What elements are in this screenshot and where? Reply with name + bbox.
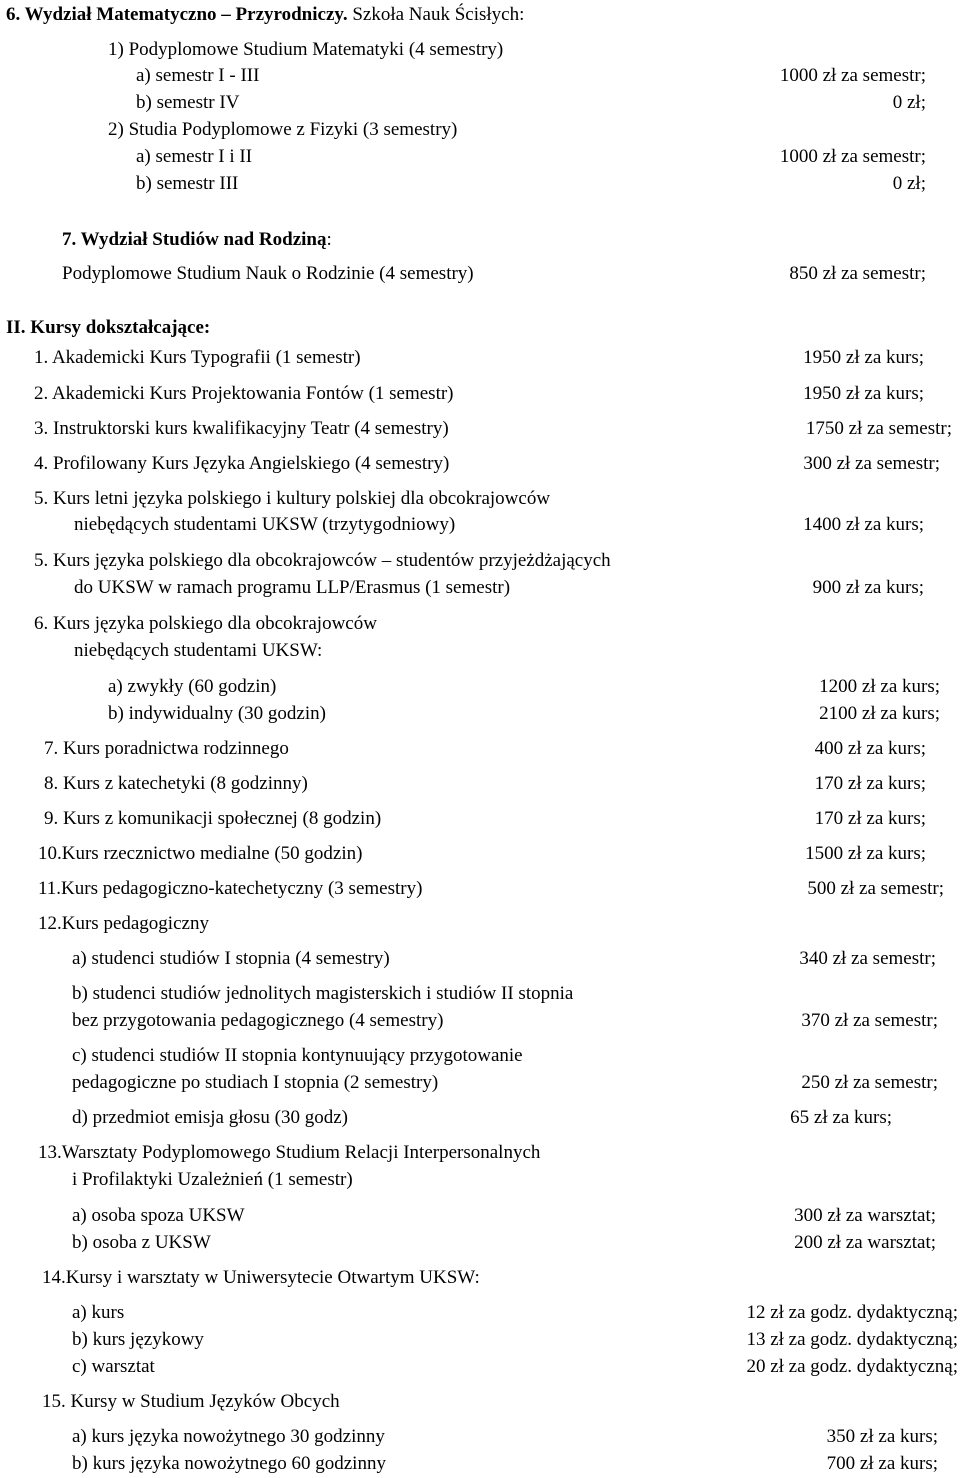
course-15a-price: 350 zł za kurs;: [826, 1426, 938, 1447]
course-6-line-1: 6. Kurs języka polskiego dla obcokrajowców: [34, 613, 377, 634]
course-6a-price: 1200 zł za kurs;: [819, 676, 940, 697]
course-12d-price: 65 zł za kurs;: [790, 1107, 892, 1128]
course-3: 3. Instruktorski kurs kwalifikacyjny Teatr (4 semestry): [34, 418, 449, 439]
course-2: 2. Akademicki Kurs Projektowania Fontów (1 semestr): [34, 383, 454, 404]
section-6-heading-rest: Szkoła Nauk Ścisłych:: [347, 4, 525, 25]
course-12b-price: 370 zł za semestr;: [801, 1010, 938, 1031]
course-14c-price: 20 zł za godz. dydaktyczną;: [746, 1356, 958, 1377]
course-8: 8. Kurs z katechetyki (8 godzinny): [44, 773, 308, 794]
course-12: 12.Kurs pedagogiczny: [38, 913, 209, 934]
course-13b-price: 200 zł za warsztat;: [794, 1232, 936, 1253]
course-15: 15. Kursy w Studium Języków Obcych: [42, 1391, 340, 1412]
s6-item-2b-price: 0 zł;: [892, 173, 926, 194]
course-15b-price: 700 zł za kurs;: [826, 1453, 938, 1474]
s6-item-1b-price: 0 zł;: [892, 92, 926, 113]
course-8-price: 170 zł za kurs;: [814, 773, 926, 794]
course-4: 4. Profilowany Kurs Języka Angielskiego (4 semestry): [34, 453, 450, 474]
course-6-line-2: niebędących studentami UKSW:: [74, 640, 323, 661]
s7-item-1: Podyplomowe Studium Nauk o Rodzinie (4 semestry): [62, 263, 474, 284]
course-5b-line-2: do UKSW w ramach programu LLP/Erasmus (1 semestr): [74, 577, 511, 598]
course-5b-price: 900 zł za kurs;: [812, 577, 924, 598]
course-15a: a) kurs języka nowożytnego 30 godzinny: [72, 1426, 385, 1447]
course-9-price: 170 zł za kurs;: [814, 808, 926, 829]
course-5b-line-1: 5. Kurs języka polskiego dla obcokrajowców – studentów przyjeżdżających: [34, 550, 611, 571]
s6-item-1a: a) semestr I - III: [136, 65, 260, 86]
section-7-heading-bold: 7. Wydział Studiów nad Rodziną: [62, 229, 327, 250]
section-6-heading-bold: 6. Wydział Matematyczno – Przyrodniczy.: [6, 4, 348, 25]
course-11-price: 500 zł za semestr;: [807, 878, 944, 899]
course-1: 1. Akademicki Kurs Typografii (1 semestr): [34, 347, 361, 368]
course-12b-line-2: bez przygotowania pedagogicznego (4 semestry): [72, 1010, 444, 1031]
s6-item-2a: a) semestr I i II: [136, 146, 253, 167]
s6-item-1: 1) Podyplomowe Studium Matematyki (4 semestry): [108, 39, 504, 60]
course-14: 14.Kursy i warsztaty w Uniwersytecie Otwartym UKSW:: [42, 1267, 480, 1288]
course-6b-price: 2100 zł za kurs;: [819, 703, 940, 724]
course-14a: a) kurs: [72, 1302, 125, 1323]
course-13a: a) osoba spoza UKSW: [72, 1205, 245, 1226]
course-7-price: 400 zł za kurs;: [814, 738, 926, 759]
course-12c-line-1: c) studenci studiów II stopnia kontynuujący przygotowanie: [72, 1045, 523, 1066]
course-10-price: 1500 zł za kurs;: [805, 843, 926, 864]
course-5a-line-1: 5. Kurs letni języka polskiego i kultury polskiej dla obcokrajowców: [34, 488, 551, 509]
course-7: 7. Kurs poradnictwa rodzinnego: [44, 738, 289, 759]
section-7-heading: [62, 229, 332, 251]
course-12d: d) przedmiot emisja głosu (30 godz): [72, 1107, 348, 1128]
course-11: 11.Kurs pedagogiczno-katechetyczny (3 semestry): [38, 878, 423, 899]
course-5a-line-2: niebędących studentami UKSW (trzytygodniowy): [74, 514, 456, 535]
course-3-price: 1750 zł za semestr;: [805, 418, 952, 439]
s6-item-2b: b) semestr III: [136, 173, 239, 194]
course-13b: b) osoba z UKSW: [72, 1232, 211, 1253]
course-14b-price: 13 zł za godz. dydaktyczną;: [746, 1329, 958, 1350]
course-14c: c) warsztat: [72, 1356, 155, 1377]
course-15b: b) kurs języka nowożytnego 60 godzinny: [72, 1453, 386, 1474]
course-1-price: 1950 zł za kurs;: [803, 347, 924, 368]
course-13-line-1: 13.Warsztaty Podyplomowego Studium Relacji Interpersonalnych: [38, 1142, 541, 1163]
course-12a-price: 340 zł za semestr;: [799, 948, 936, 969]
course-9: 9. Kurs z komunikacji społecznej (8 godzin): [44, 808, 382, 829]
s6-item-2a-price: 1000 zł za semestr;: [779, 146, 926, 167]
course-5a-price: 1400 zł za kurs;: [803, 514, 924, 535]
course-14a-price: 12 zł za godz. dydaktyczną;: [746, 1302, 958, 1323]
s7-item-1-price: 850 zł za semestr;: [789, 263, 926, 284]
section-6-heading: [6, 4, 524, 26]
course-12c-line-2: pedagogiczne po studiach I stopnia (2 semestry): [72, 1072, 439, 1093]
s6-item-1a-price: 1000 zł za semestr;: [779, 65, 926, 86]
course-13a-price: 300 zł za warsztat;: [794, 1205, 936, 1226]
course-13-line-2: i Profilaktyki Uzależnień (1 semestr): [72, 1169, 353, 1190]
course-10: 10.Kurs rzecznictwo medialne (50 godzin): [38, 843, 363, 864]
s6-item-2: 2) Studia Podyplomowe z Fizyki (3 semestry): [108, 119, 458, 140]
s6-item-1b: b) semestr IV: [136, 92, 240, 113]
course-12c-price: 250 zł za semestr;: [801, 1072, 938, 1093]
course-12a: a) studenci studiów I stopnia (4 semestry): [72, 948, 390, 969]
course-4-price: 300 zł za semestr;: [803, 453, 940, 474]
course-2-price: 1950 zł za kurs;: [803, 383, 924, 404]
section-7-heading-rest: :: [326, 229, 332, 250]
course-6b: b) indywidualny (30 godzin): [108, 703, 326, 724]
course-12b-line-1: b) studenci studiów jednolitych magisterskich i studiów II stopnia: [72, 983, 574, 1004]
course-6a: a) zwykły (60 godzin): [108, 676, 277, 697]
section-II-heading: II. Kursy dokształcające:: [6, 317, 211, 338]
course-14b: b) kurs językowy: [72, 1329, 204, 1350]
